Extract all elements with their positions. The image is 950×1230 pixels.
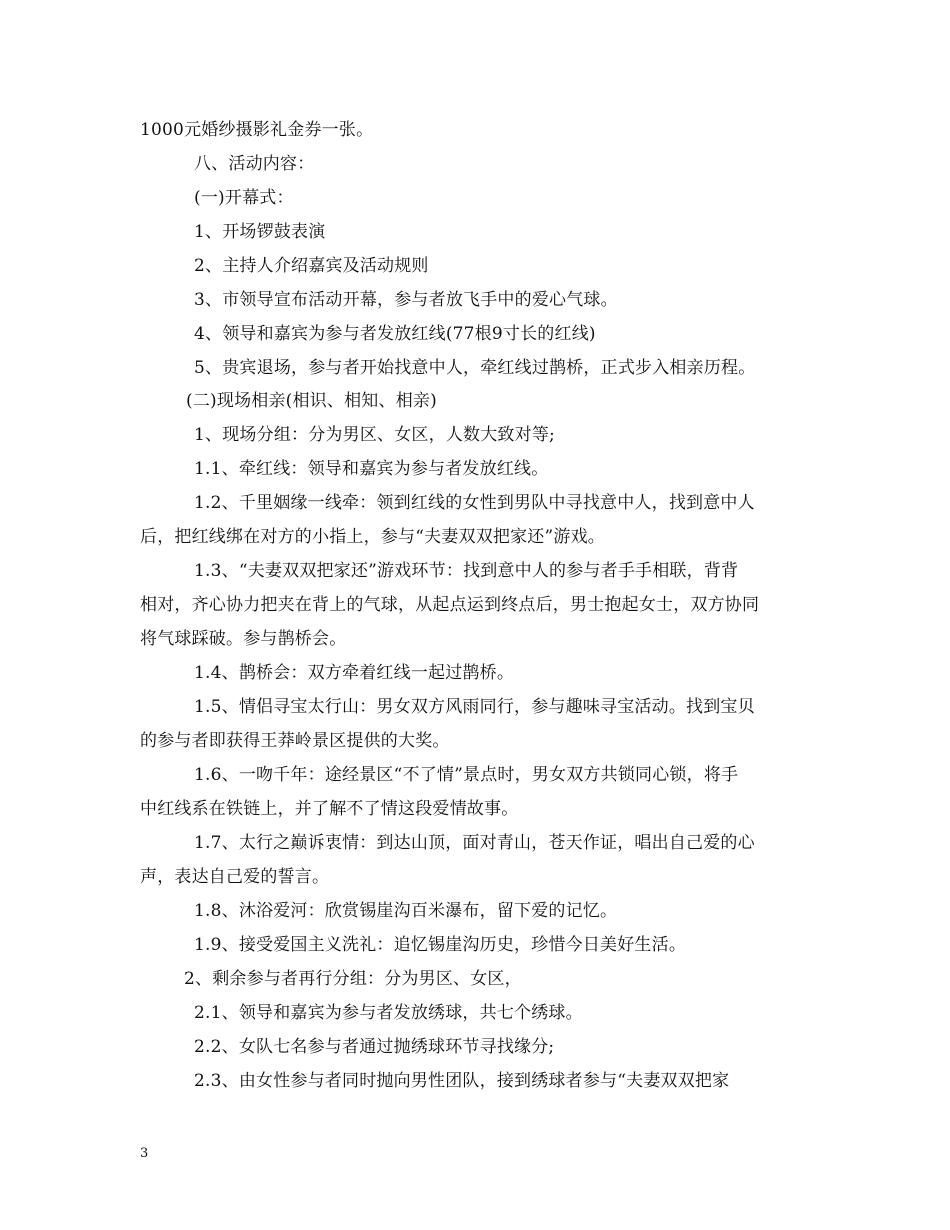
list-item: 2、主持人介绍嘉宾及活动规则 xyxy=(194,256,429,276)
list-item: 1.6、一吻千年：途经景区“不了情”景点时，男女双方共锁同心锁，将手 xyxy=(194,765,739,785)
list-item: 1.8、沐浴爱河：欣赏锡崖沟百米瀑布，留下爱的记忆。 xyxy=(194,901,618,921)
list-item: 1.2、千里姻缘一线牵：领到红线的女性到男队中寻找意中人，找到意中人 xyxy=(194,493,755,513)
subsection-heading: (一)开幕式： xyxy=(194,188,294,208)
list-item: 1、现场分组：分为男区、女区，人数大致对等; xyxy=(194,425,555,445)
list-item: 1、开场锣鼓表演 xyxy=(194,222,326,242)
section-heading: 八、活动内容： xyxy=(194,154,315,174)
list-item: 2、剩余参与者再行分组：分为男区、女区， xyxy=(184,969,522,989)
paragraph-line: 的参与者即获得王莽岭景区提供的大奖。 xyxy=(140,731,450,751)
list-item: 1.4、鹊桥会：双方牵着红线一起过鹊桥。 xyxy=(194,663,515,683)
page-number: 3 xyxy=(140,1146,149,1161)
paragraph-line: 相对，齐心协力把夹在背上的气球，从起点运到终点后，男士抱起女士，双方协同 xyxy=(140,595,760,615)
subsection-heading: (二)现场相亲(相识、相知、相亲) xyxy=(186,391,437,411)
paragraph-line: 1000元婚纱摄影礼金券一张。 xyxy=(140,120,374,140)
list-item: 1.5、情侣寻宝太行山：男女双方风雨同行，参与趣味寻宝活动。找到宝贝 xyxy=(194,697,755,717)
list-item: 2.3、由女性参与者同时抛向男性团队，接到绣球者参与“夫妻双双把家 xyxy=(194,1071,730,1091)
paragraph-line: 声，表达自己爱的誓言。 xyxy=(140,867,330,887)
paragraph-line: 后，把红线绑在对方的小指上，参与“夫妻双双把家还”游戏。 xyxy=(140,527,605,547)
list-item: 1.9、接受爱国主义洗礼：追忆锡崖沟历史，珍惜今日美好生活。 xyxy=(194,935,687,955)
list-item: 1.3、“夫妻双双把家还”游戏环节：找到意中人的参与者手手相联，背背 xyxy=(194,561,739,581)
list-item: 3、市领导宣布活动开幕，参与者放飞手中的爱心气球。 xyxy=(194,290,618,310)
list-item: 2.1、领导和嘉宾为参与者发放绣球，共七个绣球。 xyxy=(194,1003,583,1023)
paragraph-line: 中红线系在铁链上，并了解不了情这段爱情故事。 xyxy=(140,799,519,819)
list-item: 1.1、牵红线：领导和嘉宾为参与者发放红线。 xyxy=(194,459,549,479)
paragraph-line: 将气球踩破。参与鹊桥会。 xyxy=(140,629,347,649)
list-item: 5、贵宾退场，参与者开始找意中人，牵红线过鹊桥，正式步入相亲历程。 xyxy=(194,358,756,378)
list-item: 1.7、太行之巅诉衷情：到达山顶，面对青山，苍天作证，唱出自己爱的心 xyxy=(194,833,755,853)
list-item: 2.2、女队七名参与者通过抛绣球环节寻找缘分; xyxy=(194,1037,555,1057)
list-item: 4、领导和嘉宾为参与者发放红线(77根9寸长的红线) xyxy=(194,324,596,344)
